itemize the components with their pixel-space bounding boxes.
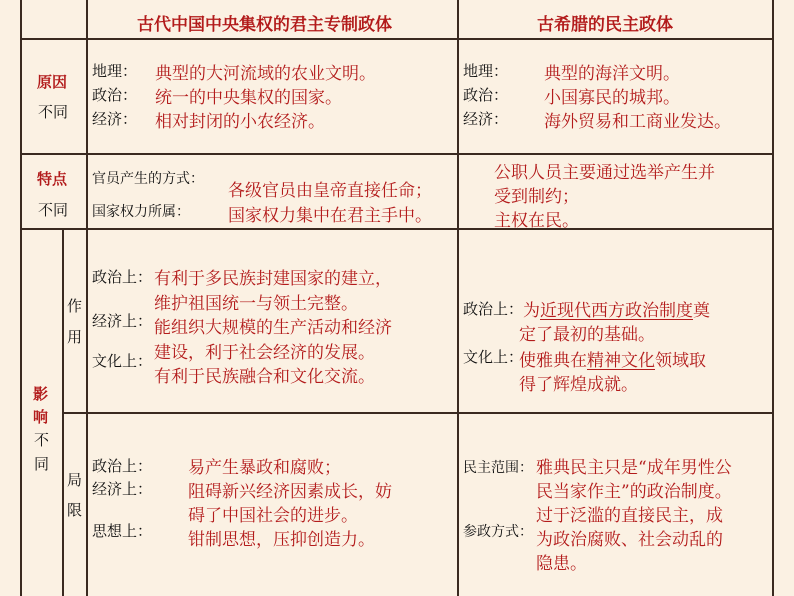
role-greece-culture-suffix: 领域取 <box>655 351 706 371</box>
table-divider-label <box>86 0 88 596</box>
reason-label-top: 原因 <box>37 73 68 91</box>
impact-label-bot2: 同 <box>34 455 50 473</box>
impact-label-bot1: 不 <box>34 431 50 449</box>
role-greece-politics-underlined: 近现代西方政治制度 <box>540 301 693 321</box>
role-china-label-2: 文化上： <box>92 352 153 370</box>
reason-china-label-1: 政治： <box>92 86 138 104</box>
reason-greece-text-2: 海外贸易和工商业发达。 <box>544 112 731 132</box>
limit-china-line-2: 碍了中国社会的进步。 <box>188 506 358 526</box>
limit-china-line-3: 钳制思想，压抑创造力。 <box>188 530 375 550</box>
role-greece-politics-suffix: 奠 <box>693 301 710 321</box>
impact-label-mid: 响 <box>33 408 49 426</box>
role-greece-culture-line-1: 得了辉煌成就。 <box>519 375 638 395</box>
limit-china-label-2: 思想上： <box>92 522 153 540</box>
header-china: 古代中国中央集权的君主专制政体 <box>137 15 392 35</box>
reason-greece-text-0: 典型的海洋文明。 <box>544 64 680 84</box>
feature-label-bottom: 不同 <box>38 201 69 219</box>
feature-china-label-1: 国家权力所属： <box>92 204 190 220</box>
role-label-2: 用 <box>67 328 83 346</box>
role-china-line-0: 有利于多民族封建国家的建立， <box>154 269 392 289</box>
limit-greece-label-1: 参政方式： <box>463 524 533 540</box>
limit-greece-line-0: 雅典民主只是“成年男性公 <box>536 458 732 478</box>
role-label-1: 作 <box>67 297 83 315</box>
role-china-label-0: 政治上： <box>92 268 153 286</box>
role-greece-politics-line-0 <box>523 296 710 321</box>
limit-greece-line-3: 为政治腐败、社会动乱的 <box>536 530 723 550</box>
limit-label-1: 局 <box>67 471 83 489</box>
limit-greece-line-1: 民当家作主”的政治制度。 <box>536 482 732 502</box>
reason-china-text-1: 统一的中央集权的国家。 <box>155 88 342 108</box>
feature-china-label-0: 官员产生的方式： <box>92 171 204 187</box>
row-line-role <box>62 412 774 414</box>
role-greece-politics-line-1: 定了最初的基础。 <box>519 325 655 345</box>
role-greece-culture-prefix: 使雅典在 <box>519 351 587 371</box>
reason-china-label-0: 地理： <box>92 62 138 80</box>
limit-label-2: 限 <box>67 501 83 519</box>
reason-greece-text-1: 小国寡民的城邦。 <box>544 88 680 108</box>
reason-china-label-2: 经济： <box>92 110 138 128</box>
limit-china-line-1: 阻碍新兴经济因素成长，妨 <box>188 482 392 502</box>
feature-greece-line-0: 公职人员主要通过选举产生并 <box>494 163 715 183</box>
reason-label-bottom: 不同 <box>38 103 69 121</box>
table-border-right <box>772 0 774 596</box>
limit-greece-line-2: 过于泛滥的直接民主，成 <box>536 506 723 526</box>
role-greece-culture-label: 文化上： <box>463 348 524 366</box>
role-greece-culture-underlined: 精神文化 <box>587 351 655 371</box>
feature-china-text-0: 各级官员由皇帝直接任命； <box>228 181 432 201</box>
role-greece-politics-label: 政治上： <box>463 300 524 318</box>
role-china-line-4: 有利于民族融合和文化交流。 <box>154 367 375 387</box>
feature-greece-line-1: 受到制约； <box>494 187 579 207</box>
reason-greece-label-2: 经济： <box>463 110 509 128</box>
role-greece-politics-prefix: 为 <box>523 301 540 321</box>
role-china-line-2: 能组织大规模的生产活动和经济 <box>154 318 392 338</box>
limit-china-label-0: 政治上： <box>92 457 153 475</box>
table-divider-middle <box>457 0 459 596</box>
role-china-line-1: 维护祖国统一与领土完整。 <box>154 294 358 314</box>
feature-china-text-1: 国家权力集中在君主手中。 <box>228 206 432 226</box>
role-china-line-3: 建设，利于社会经济的发展。 <box>154 343 375 363</box>
limit-greece-label-0: 民主范围： <box>463 460 533 476</box>
limit-greece-line-4: 隐患。 <box>536 554 587 574</box>
row-line-feature <box>20 228 774 230</box>
row-line-reason <box>20 153 774 155</box>
row-line-header <box>20 38 774 40</box>
reason-greece-label-1: 政治： <box>463 86 509 104</box>
header-greece: 古希腊的民主政体 <box>537 15 673 35</box>
feature-greece-line-2: 主权在民。 <box>494 211 579 231</box>
feature-label-top: 特点 <box>37 170 68 188</box>
limit-china-label-1: 经济上： <box>92 480 153 498</box>
role-greece-culture-line-0 <box>519 346 706 371</box>
limit-china-line-0: 易产生暴政和腐败； <box>188 458 341 478</box>
impact-label-top: 影 <box>33 385 49 403</box>
reason-greece-label-0: 地理： <box>463 62 509 80</box>
reason-china-text-0: 典型的大河流域的农业文明。 <box>155 64 376 84</box>
table-border-left <box>20 0 22 596</box>
role-china-label-1: 经济上： <box>92 312 153 330</box>
reason-china-text-2: 相对封闭的小农经济。 <box>155 112 325 132</box>
